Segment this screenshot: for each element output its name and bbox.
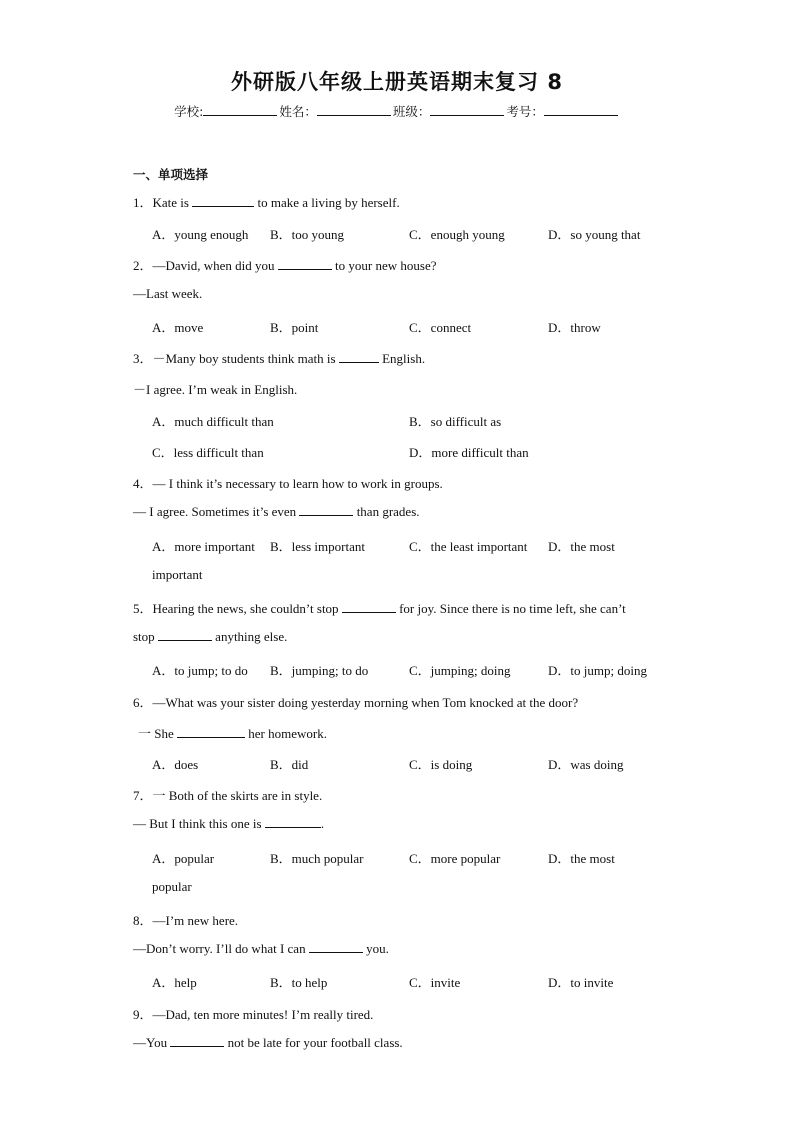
response-line [133,816,324,832]
response-line [138,723,327,742]
answer-blank[interactable] [177,726,245,738]
option-b[interactable]: B．so difficult as [409,414,502,429]
option-c[interactable]: C．is doing [409,757,473,772]
question-8: 8．—I’m new here. [133,913,239,928]
answer-blank[interactable] [158,629,212,641]
answer-blank[interactable] [278,258,332,270]
option-d[interactable]: D．more difficult than [409,445,529,460]
question-text: 1．Kate is [133,195,189,210]
question-text: . [320,816,325,831]
option-a[interactable]: A．move [152,320,204,335]
response-line: －I agree. I’m weak in English. [133,382,298,397]
question-5 [133,598,626,617]
option-b[interactable]: B．jumping; to do [270,663,369,678]
option-a[interactable]: A．popular [152,851,215,866]
option-c[interactable]: C．more popular [409,851,501,866]
school-blank[interactable] [203,103,277,116]
question-text: to your new house? [335,258,437,273]
question-text: not be late for your football class. [227,1035,403,1050]
answer-blank[interactable] [309,941,363,953]
response-line [133,1035,403,1051]
answer-blank[interactable] [299,504,353,516]
question-text: you. [366,941,389,956]
response-line [133,504,420,520]
question-text: —Don’t worry. I’ll do what I can [133,941,306,956]
option-d[interactable]: D．throw [548,320,601,335]
question-1 [133,192,400,211]
name-label: 姓名： [279,104,317,119]
option-a[interactable]: A．more important [152,539,255,554]
option-d[interactable]: D．the most [548,851,615,866]
option-c[interactable]: C．invite [409,975,461,990]
question-text: 一 She [138,726,174,741]
option-d-continued[interactable]: popular [152,879,192,894]
question-6: 6．—What was your sister doing yesterday morning when Tom knocked at the door? [133,695,579,710]
question-text: —You [133,1035,168,1050]
section-title: 一、单项选择 [133,167,209,182]
name-blank[interactable] [317,103,391,116]
option-a[interactable]: A．much difficult than [152,414,274,429]
option-d[interactable]: D．to invite [548,975,614,990]
answer-blank[interactable] [339,351,379,363]
number-blank[interactable] [544,103,618,116]
answer-blank[interactable] [170,1035,224,1047]
question-text: her homework. [248,726,327,741]
option-c[interactable]: C．connect [409,320,472,335]
option-c[interactable]: C．jumping; doing [409,663,511,678]
question-text: stop [133,629,155,644]
response-line: —Last week. [133,286,203,301]
option-b[interactable]: B．point [270,320,319,335]
option-a[interactable]: A．does [152,757,199,772]
answer-blank[interactable] [192,195,254,207]
question-text: 3．－Many boy students think math is [133,351,336,366]
question-text: to make a living by herself. [257,195,400,210]
option-d[interactable]: D．so young that [548,227,641,242]
question-text: 2．—David, when did you [133,258,275,273]
option-b[interactable]: B．much popular [270,851,364,866]
question-text: English. [382,351,426,366]
option-a[interactable]: A．young enough [152,227,249,242]
question-4: 4．— I think it’s necessary to learn how to work in groups. [133,476,443,491]
option-a[interactable]: A．to jump; to do [152,663,248,678]
question-text: — I agree. Sometimes it’s even [133,504,297,519]
question-text: anything else. [215,629,288,644]
class-blank[interactable] [430,103,504,116]
option-d[interactable]: D．was doing [548,757,624,772]
question-text: than grades. [356,504,420,519]
answer-blank[interactable] [342,601,396,613]
question-text: 5．Hearing the news, she couldn’t stop [133,601,339,616]
option-a[interactable]: A．help [152,975,197,990]
option-c[interactable]: C．less difficult than [152,445,264,460]
question-text: — But I think this one is [133,816,262,831]
question-9: 9．—Dad, ten more minutes! I’m really tired. [133,1007,374,1022]
answer-blank[interactable] [265,816,321,828]
option-d[interactable]: D．the most [548,539,615,554]
option-b[interactable]: B．did [270,757,309,772]
question-7: 7．一 Both of the skirts are in style. [133,788,323,803]
number-label: 考号： [506,104,544,119]
option-c[interactable]: C．the least important [409,539,528,554]
response-line [133,941,389,957]
option-c[interactable]: C．enough young [409,227,505,242]
option-d[interactable]: D．to jump; doing [548,663,647,678]
question-2 [133,255,437,274]
option-b[interactable]: B．less important [270,539,365,554]
school-label: 学校: [174,104,204,119]
question-text: for joy. Since there is no time left, she can’t [399,601,626,616]
student-info-line [0,102,794,120]
option-d-continued[interactable]: important [152,567,203,582]
question-5-line2 [133,629,287,645]
class-label: 班级： [392,104,431,119]
question-3 [133,348,425,367]
page-title: 外研版八年级上册英语期末复习 8 [231,70,563,94]
option-b[interactable]: B．too young [270,227,345,242]
option-b[interactable]: B．to help [270,975,328,990]
